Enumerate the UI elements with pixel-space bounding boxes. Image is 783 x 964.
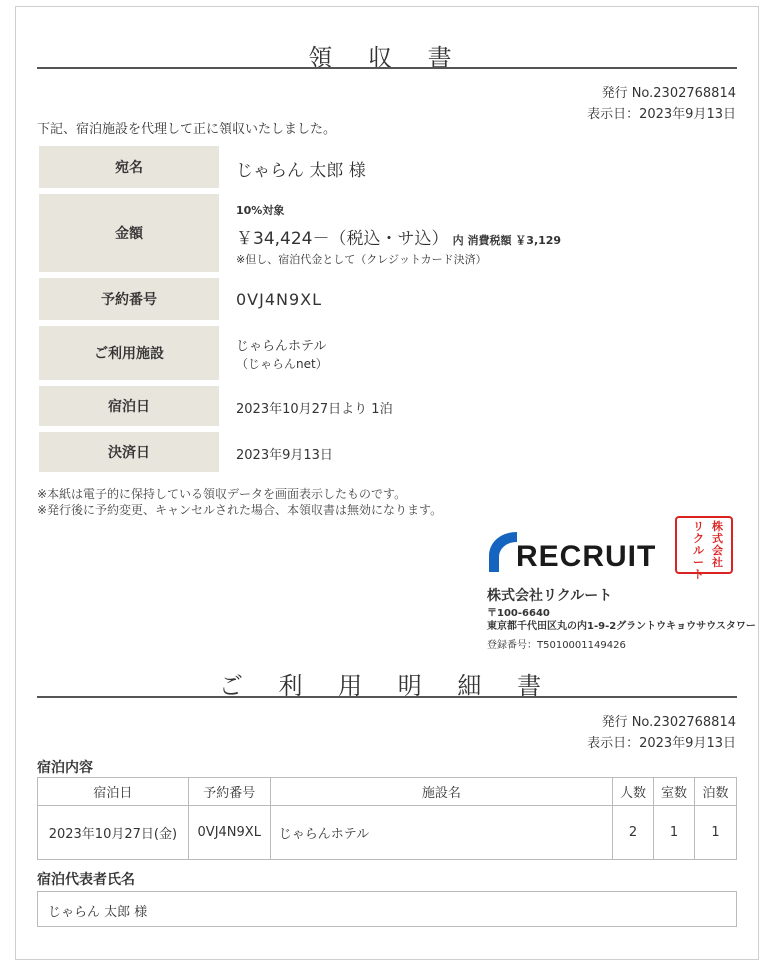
stay-detail-table — [37, 777, 737, 860]
amount-tax: 内 消費税額 ￥3,129 — [452, 234, 562, 247]
representative-name-box — [37, 891, 737, 927]
amount-note: ※但し、宿泊代金として（クレジットカード決済） — [236, 253, 487, 266]
column-header: 泊数 — [694, 778, 736, 806]
column-header: 予約番号 — [188, 778, 270, 806]
statement-title: ご 利 用 明 細 書 — [218, 672, 556, 700]
statement-issue-number: 発行 No.2302768814 — [601, 715, 736, 730]
note-line: ※発行後に予約変更、キャンセルされた場合、本領収書は無効になります。 — [37, 503, 443, 517]
table-row — [38, 806, 737, 860]
column-header: 人数 — [613, 778, 654, 806]
issuer-address: 東京都千代田区丸の内1-9-2グラントウキョウサウスタワー — [487, 621, 756, 632]
cell-guests: 2 — [613, 806, 654, 860]
reservation-value: 0VJ4N9XL — [236, 290, 323, 309]
issuer-zip: 〒100-6640 — [487, 608, 550, 619]
receipt-display-date: 表示日：2023年9月13日 — [587, 107, 736, 122]
receipt-title-rule — [37, 67, 737, 69]
cell-stay-date: 2023年10月27日(金) — [38, 806, 189, 860]
company-seal-stamp — [675, 516, 733, 581]
cell-rooms: 1 — [654, 806, 695, 860]
addressee-label: 宛名 — [39, 146, 219, 188]
addressee-value: じゃらん 太郎 様 — [236, 161, 366, 181]
receipt-issue-number: 発行 No.2302768814 — [601, 86, 736, 101]
stamp-line: リクルート — [693, 520, 704, 581]
recruit-logo-text: RECRUIT — [516, 540, 657, 573]
amount-line — [236, 224, 561, 249]
facility-name: じゃらんホテル — [236, 339, 327, 354]
facility-label: ご利用施設 — [39, 326, 219, 380]
cell-reservation-number: 0VJ4N9XL — [188, 806, 270, 860]
facility-sub: （じゃらんnet） — [236, 357, 328, 371]
receipt-notes — [37, 486, 442, 518]
cell-nights: 1 — [694, 806, 736, 860]
cell-facility-name: じゃらんホテル — [270, 806, 612, 860]
representative-label: 宿泊代表者氏名 — [37, 872, 135, 888]
reservation-label: 予約番号 — [39, 278, 219, 320]
stay-value: 2023年10月27日より 1泊 — [236, 402, 393, 417]
table-header-row — [38, 778, 737, 806]
statement-title-rule — [37, 696, 737, 698]
amount-label: 金額 — [39, 194, 219, 272]
representative-name: じゃらん 太郎 様 — [48, 905, 148, 920]
payment-label: 決済日 — [39, 432, 219, 472]
receipt-title: 領 収 書 — [308, 44, 466, 72]
column-header: 施設名 — [270, 778, 612, 806]
stay-section-label: 宿泊内容 — [37, 760, 93, 776]
stamp-line: 株式会社 — [712, 520, 723, 569]
note-line: ※本紙は電子的に保持している領収データを画面表示したものです。 — [37, 487, 407, 501]
statement-display-date: 表示日：2023年9月13日 — [587, 736, 736, 751]
amount-main: ￥34,424－（税込・サ込） — [236, 229, 449, 249]
receipt-intro: 下記、宿泊施設を代理して正に領収いたしました。 — [37, 122, 337, 137]
issuer-registration: 登録番号：T5010001149426 — [487, 640, 626, 651]
issuer-company: 株式会社リクルート — [487, 588, 613, 604]
amount-tax-class: 10%対象 — [236, 204, 285, 217]
column-header: 宿泊日 — [38, 778, 189, 806]
column-header: 室数 — [654, 778, 695, 806]
payment-value: 2023年9月13日 — [236, 448, 333, 463]
stay-label: 宿泊日 — [39, 386, 219, 426]
